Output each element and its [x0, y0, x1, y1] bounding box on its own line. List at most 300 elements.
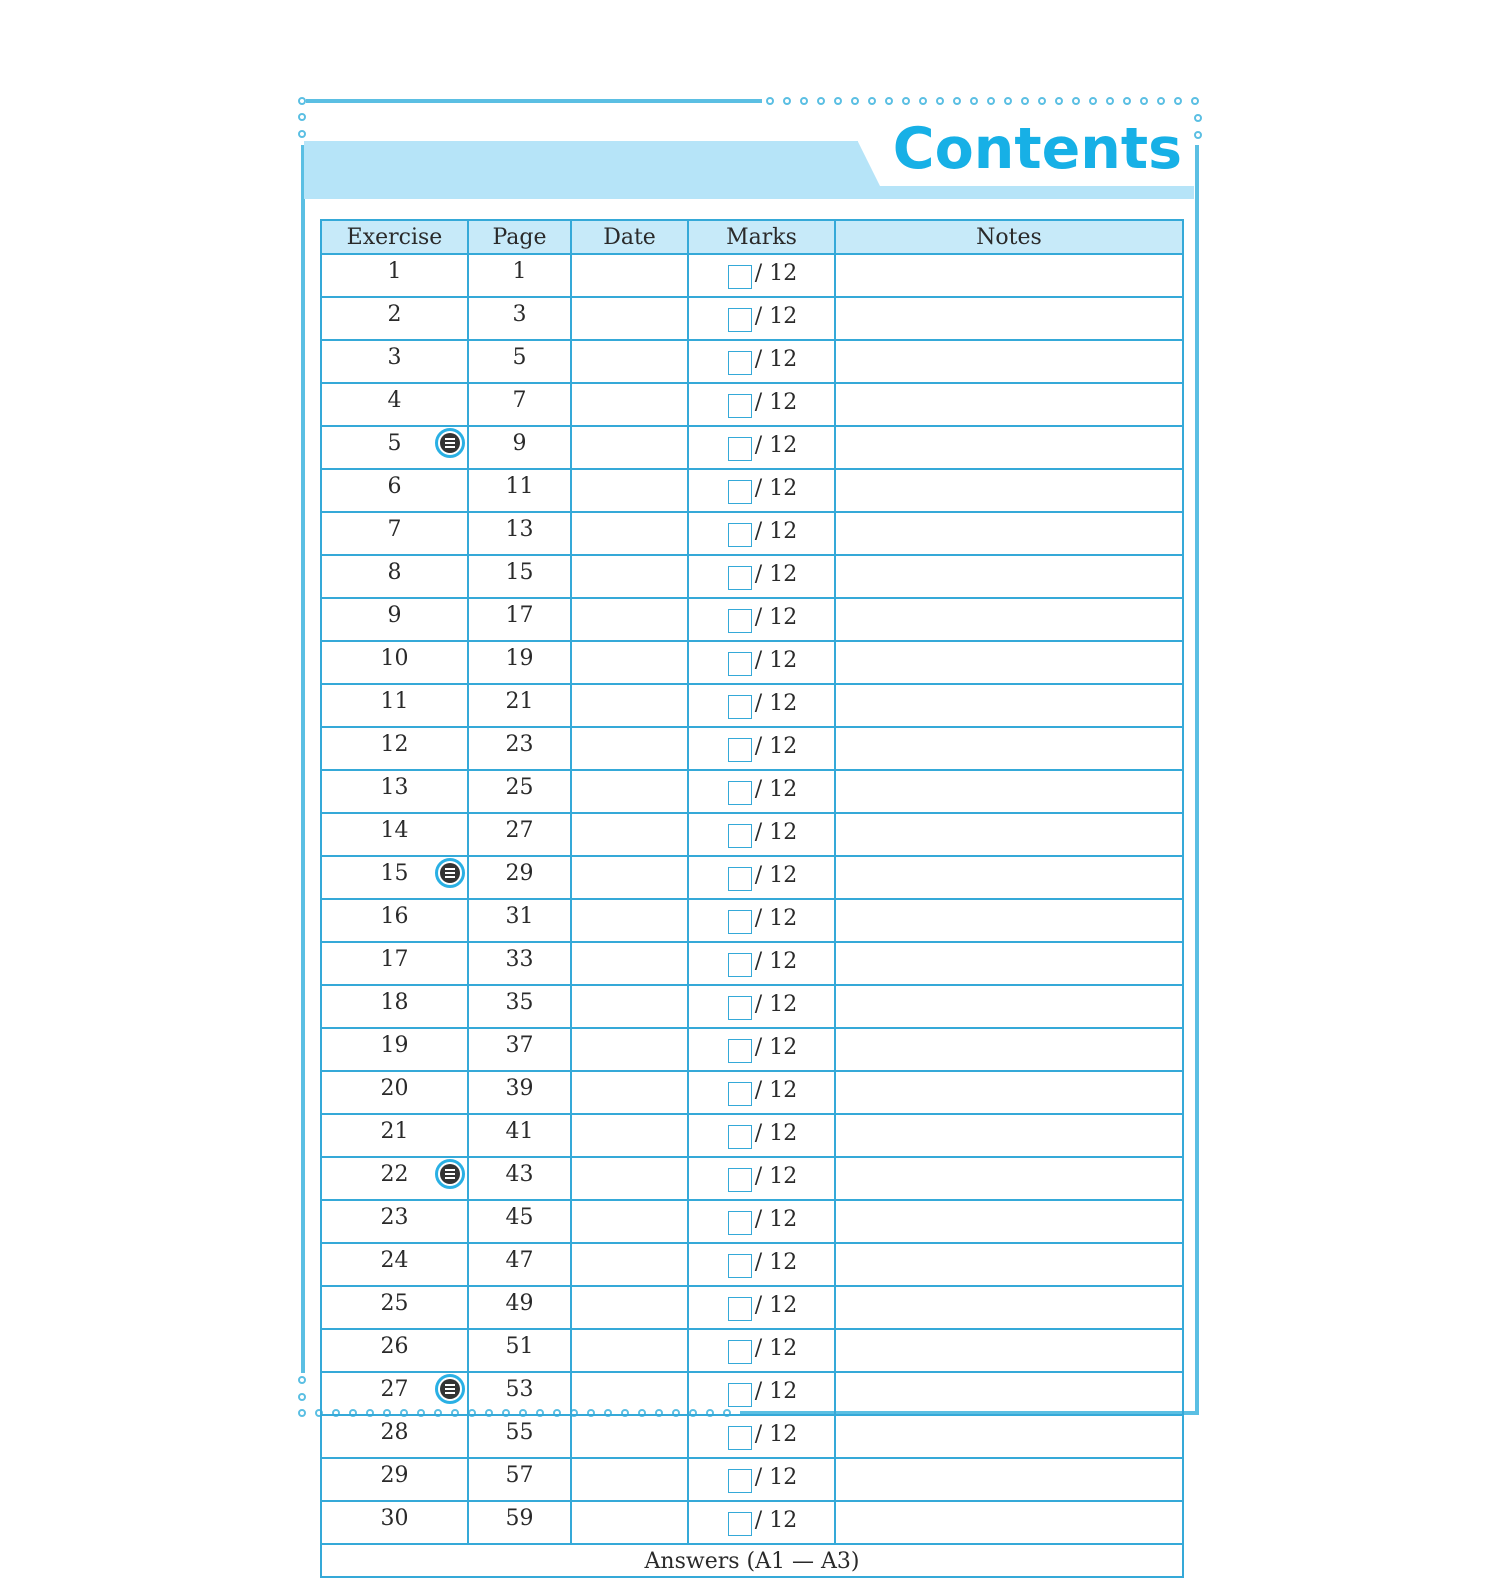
- mark-entry-box[interactable]: [728, 738, 752, 762]
- exercise-number: 19: [380, 1032, 409, 1058]
- notes-cell[interactable]: [835, 383, 1183, 426]
- date-cell[interactable]: [571, 297, 688, 340]
- frame-dot: [1004, 97, 1012, 105]
- notes-cell[interactable]: [835, 254, 1183, 297]
- mark-entry-box[interactable]: [728, 695, 752, 719]
- marks-total: / 12: [754, 1163, 798, 1189]
- frame-dot: [1072, 97, 1080, 105]
- date-cell[interactable]: [571, 1200, 688, 1243]
- notes-cell[interactable]: [835, 727, 1183, 770]
- date-cell[interactable]: [571, 1243, 688, 1286]
- table-row: [321, 813, 1183, 856]
- date-cell[interactable]: [571, 770, 688, 813]
- marks-total: / 12: [754, 647, 798, 673]
- marks-cell: [688, 297, 835, 340]
- exercise-cell: [321, 512, 468, 555]
- frame-dot: [1174, 97, 1182, 105]
- exercise-cell: [321, 684, 468, 727]
- exercise-number: 1: [387, 258, 402, 284]
- frame-dot: [1055, 97, 1063, 105]
- page-number: 33: [468, 942, 571, 985]
- frame-dot: [817, 97, 825, 105]
- date-cell[interactable]: [571, 1501, 688, 1544]
- mark-entry-box[interactable]: [728, 1426, 752, 1450]
- page-number: 31: [468, 899, 571, 942]
- mark-entry-box[interactable]: [728, 1512, 752, 1536]
- notes-cell[interactable]: [835, 1415, 1183, 1458]
- header-exercise: Exercise: [321, 220, 468, 254]
- exercise-number: 17: [380, 946, 409, 972]
- notes-cell[interactable]: [835, 1329, 1183, 1372]
- table-row: [321, 1157, 1183, 1200]
- marks-total: / 12: [754, 1421, 798, 1447]
- marks-cell: [688, 856, 835, 899]
- exercise-number: 6: [387, 473, 402, 499]
- exercise-cell: [321, 985, 468, 1028]
- frame-dot: [987, 97, 995, 105]
- page-number: 45: [468, 1200, 571, 1243]
- exercise-cell: [321, 1415, 468, 1458]
- frame-dot: [953, 97, 961, 105]
- mark-entry-box[interactable]: [728, 1082, 752, 1106]
- marks-cell: [688, 1329, 835, 1372]
- exercise-number: 29: [380, 1462, 409, 1488]
- marks-total: / 12: [754, 303, 798, 329]
- marks-cell: [688, 254, 835, 297]
- marks-total: / 12: [754, 604, 798, 630]
- notes-cell[interactable]: [835, 856, 1183, 899]
- marks-cell: [688, 1286, 835, 1329]
- exercise-cell: [321, 1286, 468, 1329]
- exercise-cell: [321, 899, 468, 942]
- page-title: Contents: [892, 116, 1182, 182]
- date-cell[interactable]: [571, 1114, 688, 1157]
- mark-entry-box[interactable]: [728, 867, 752, 891]
- marks-cell: [688, 598, 835, 641]
- marks-total: / 12: [754, 561, 798, 587]
- marks-cell: [688, 641, 835, 684]
- date-cell[interactable]: [571, 1329, 688, 1372]
- table-row: [321, 297, 1183, 340]
- date-cell[interactable]: [571, 813, 688, 856]
- table-row: [321, 512, 1183, 555]
- notes-cell[interactable]: [835, 1157, 1183, 1200]
- exercise-number: 28: [380, 1419, 409, 1445]
- notes-cell[interactable]: [835, 770, 1183, 813]
- exercise-cell: [321, 1243, 468, 1286]
- marks-total: / 12: [754, 1464, 798, 1490]
- table-row: [321, 1028, 1183, 1071]
- test-badge-icon: [435, 858, 465, 888]
- marks-total: / 12: [754, 260, 798, 286]
- notes-cell[interactable]: [835, 1458, 1183, 1501]
- page-number: 43: [468, 1157, 571, 1200]
- notes-cell[interactable]: [835, 1243, 1183, 1286]
- mark-entry-box[interactable]: [728, 1469, 752, 1493]
- frame-dot: [298, 1409, 306, 1417]
- table-row: [321, 598, 1183, 641]
- date-cell[interactable]: [571, 684, 688, 727]
- frame-dot: [1089, 97, 1097, 105]
- exercise-cell: [321, 1501, 468, 1544]
- exercise-cell: [321, 727, 468, 770]
- frame-dot: [868, 97, 876, 105]
- notes-cell[interactable]: [835, 555, 1183, 598]
- frame-dot: [298, 97, 306, 105]
- page-number: 27: [468, 813, 571, 856]
- table-row: [321, 770, 1183, 813]
- date-cell[interactable]: [571, 1415, 688, 1458]
- frame-dot: [298, 1376, 306, 1384]
- table-row: [321, 1200, 1183, 1243]
- page-number: 47: [468, 1243, 571, 1286]
- page-number: 53: [468, 1372, 571, 1415]
- page-number: 19: [468, 641, 571, 684]
- marks-total: / 12: [754, 1249, 798, 1275]
- date-cell[interactable]: [571, 1372, 688, 1415]
- table-header-row: [321, 220, 1183, 254]
- exercise-number: 23: [380, 1204, 409, 1230]
- marks-total: / 12: [754, 948, 798, 974]
- frame-left-line: [301, 145, 305, 1373]
- exercise-cell: [321, 1200, 468, 1243]
- mark-entry-box[interactable]: [728, 351, 752, 375]
- exercise-cell: [321, 1071, 468, 1114]
- marks-cell: [688, 899, 835, 942]
- page-number: 13: [468, 512, 571, 555]
- frame-top-line: [306, 99, 762, 103]
- marks-total: / 12: [754, 432, 798, 458]
- mark-entry-box[interactable]: [728, 781, 752, 805]
- exercise-cell: [321, 297, 468, 340]
- page-number: 21: [468, 684, 571, 727]
- frame-dot: [1194, 131, 1202, 139]
- table-row: [321, 1458, 1183, 1501]
- page-number: 35: [468, 985, 571, 1028]
- notes-cell[interactable]: [835, 469, 1183, 512]
- frame-dot: [936, 97, 944, 105]
- page-number: 49: [468, 1286, 571, 1329]
- exercise-number: 2: [387, 301, 402, 327]
- marks-cell: [688, 1243, 835, 1286]
- marks-cell: [688, 942, 835, 985]
- exercise-cell: [321, 641, 468, 684]
- exercise-cell: [321, 426, 468, 469]
- marks-cell: [688, 383, 835, 426]
- frame-dot: [885, 97, 893, 105]
- date-cell[interactable]: [571, 985, 688, 1028]
- marks-total: / 12: [754, 475, 798, 501]
- notes-cell[interactable]: [835, 1501, 1183, 1544]
- marks-cell: [688, 512, 835, 555]
- notes-cell[interactable]: [835, 899, 1183, 942]
- page-number: 15: [468, 555, 571, 598]
- table-row: [321, 899, 1183, 942]
- test-badge-icon: [435, 428, 465, 458]
- marks-cell: [688, 1372, 835, 1415]
- marks-total: / 12: [754, 346, 798, 372]
- frame-right-line: [1195, 145, 1199, 1415]
- notes-cell[interactable]: [835, 813, 1183, 856]
- frame-dot: [783, 97, 791, 105]
- contents-table: [320, 219, 1184, 1578]
- mark-entry-box[interactable]: [728, 1168, 752, 1192]
- exercise-number: 10: [380, 645, 409, 671]
- date-cell[interactable]: [571, 469, 688, 512]
- notes-cell[interactable]: [835, 1286, 1183, 1329]
- exercise-number: 3: [387, 344, 402, 370]
- exercise-number: 24: [380, 1247, 409, 1273]
- frame-dot: [298, 130, 306, 138]
- marks-cell: [688, 469, 835, 512]
- frame-dot: [1021, 97, 1029, 105]
- mark-entry-box[interactable]: [728, 1254, 752, 1278]
- exercise-cell: [321, 1157, 468, 1200]
- frame-dot: [1140, 97, 1148, 105]
- mark-entry-box[interactable]: [728, 1383, 752, 1407]
- exercise-number: 22: [380, 1161, 409, 1187]
- notes-cell[interactable]: [835, 1372, 1183, 1415]
- mark-entry-box[interactable]: [728, 566, 752, 590]
- mark-entry-box[interactable]: [728, 1211, 752, 1235]
- marks-cell: [688, 813, 835, 856]
- page-number: 11: [468, 469, 571, 512]
- frame-dot: [851, 97, 859, 105]
- marks-total: / 12: [754, 389, 798, 415]
- marks-cell: [688, 985, 835, 1028]
- marks-total: / 12: [754, 1034, 798, 1060]
- date-cell[interactable]: [571, 942, 688, 985]
- page-number: 59: [468, 1501, 571, 1544]
- date-cell[interactable]: [571, 641, 688, 684]
- marks-total: / 12: [754, 991, 798, 1017]
- table-row: [321, 684, 1183, 727]
- frame-dot: [1038, 97, 1046, 105]
- notes-cell[interactable]: [835, 1114, 1183, 1157]
- exercise-number: 5: [387, 430, 402, 456]
- marks-total: / 12: [754, 690, 798, 716]
- table-row: [321, 641, 1183, 684]
- exercise-number: 18: [380, 989, 409, 1015]
- table-row: [321, 1501, 1183, 1544]
- marks-total: / 12: [754, 905, 798, 931]
- frame-dot: [800, 97, 808, 105]
- date-cell[interactable]: [571, 1071, 688, 1114]
- marks-total: / 12: [754, 1077, 798, 1103]
- exercise-number: 13: [380, 774, 409, 800]
- notes-cell[interactable]: [835, 942, 1183, 985]
- exercise-number: 14: [380, 817, 409, 843]
- marks-total: / 12: [754, 518, 798, 544]
- header-marks: Marks: [688, 220, 835, 254]
- mark-entry-box[interactable]: [728, 996, 752, 1020]
- notes-cell[interactable]: [835, 297, 1183, 340]
- marks-cell: [688, 1458, 835, 1501]
- page-number: 25: [468, 770, 571, 813]
- notes-cell[interactable]: [835, 1200, 1183, 1243]
- table-row: [321, 727, 1183, 770]
- mark-entry-box[interactable]: [728, 652, 752, 676]
- exercise-number: 15: [380, 860, 409, 886]
- date-cell[interactable]: [571, 1458, 688, 1501]
- mark-entry-box[interactable]: [728, 910, 752, 934]
- date-cell[interactable]: [571, 426, 688, 469]
- test-badge-icon: [435, 1159, 465, 1189]
- frame-dot: [766, 97, 774, 105]
- marks-total: / 12: [754, 733, 798, 759]
- table-row: [321, 856, 1183, 899]
- exercise-cell: [321, 383, 468, 426]
- marks-cell: [688, 770, 835, 813]
- date-cell[interactable]: [571, 254, 688, 297]
- page-number: 57: [468, 1458, 571, 1501]
- frame-dot: [1106, 97, 1114, 105]
- notes-cell[interactable]: [835, 1071, 1183, 1114]
- notes-cell[interactable]: [835, 512, 1183, 555]
- marks-cell: [688, 555, 835, 598]
- notes-cell[interactable]: [835, 340, 1183, 383]
- frame-dot: [1123, 97, 1131, 105]
- notes-cell[interactable]: [835, 1028, 1183, 1071]
- mark-entry-box[interactable]: [728, 265, 752, 289]
- marks-cell: [688, 426, 835, 469]
- date-cell[interactable]: [571, 1157, 688, 1200]
- exercise-cell: [321, 856, 468, 899]
- marks-cell: [688, 340, 835, 383]
- table-row: [321, 1114, 1183, 1157]
- marks-cell: [688, 1415, 835, 1458]
- notes-cell[interactable]: [835, 598, 1183, 641]
- header-page: Page: [468, 220, 571, 254]
- frame-dot: [834, 97, 842, 105]
- table-body: [321, 254, 1183, 1544]
- mark-entry-box[interactable]: [728, 1039, 752, 1063]
- mark-entry-box[interactable]: [728, 1297, 752, 1321]
- page-number: 3: [468, 297, 571, 340]
- table-row: [321, 383, 1183, 426]
- table-row: [321, 340, 1183, 383]
- page-number: 51: [468, 1329, 571, 1372]
- table-row: [321, 942, 1183, 985]
- header-date: Date: [571, 220, 688, 254]
- notes-cell[interactable]: [835, 641, 1183, 684]
- exercise-cell: [321, 942, 468, 985]
- marks-cell: [688, 1114, 835, 1157]
- mark-entry-box[interactable]: [728, 1340, 752, 1364]
- notes-cell[interactable]: [835, 426, 1183, 469]
- marks-total: / 12: [754, 1335, 798, 1361]
- mark-entry-box[interactable]: [728, 609, 752, 633]
- frame-dot: [1157, 97, 1165, 105]
- exercise-cell: [321, 1028, 468, 1071]
- page-number: 17: [468, 598, 571, 641]
- date-cell[interactable]: [571, 555, 688, 598]
- frame-dot: [1194, 114, 1202, 122]
- marks-cell: [688, 1071, 835, 1114]
- table-row: [321, 1329, 1183, 1372]
- mark-entry-box[interactable]: [728, 1125, 752, 1149]
- marks-cell: [688, 1501, 835, 1544]
- table-row: [321, 426, 1183, 469]
- answers-label: Answers (A1 — A3): [321, 1544, 1183, 1578]
- table-row: [321, 985, 1183, 1028]
- date-cell[interactable]: [571, 1286, 688, 1329]
- table-row: [321, 1372, 1183, 1415]
- page-number: 7: [468, 383, 571, 426]
- mark-entry-box[interactable]: [728, 308, 752, 332]
- exercise-number: 8: [387, 559, 402, 585]
- exercise-cell: [321, 340, 468, 383]
- frame-dot: [298, 1393, 306, 1401]
- frame-dot: [298, 113, 306, 121]
- marks-total: / 12: [754, 819, 798, 845]
- date-cell[interactable]: [571, 899, 688, 942]
- mark-entry-box[interactable]: [728, 480, 752, 504]
- exercise-number: 20: [380, 1075, 409, 1101]
- exercise-number: 27: [380, 1376, 409, 1402]
- marks-total: / 12: [754, 1292, 798, 1318]
- exercise-cell: [321, 254, 468, 297]
- page-number: 9: [468, 426, 571, 469]
- exercise-cell: [321, 598, 468, 641]
- exercise-number: 12: [380, 731, 409, 757]
- answers-row: [321, 1544, 1183, 1578]
- exercise-cell: [321, 813, 468, 856]
- marks-total: / 12: [754, 1378, 798, 1404]
- page-number: 1: [468, 254, 571, 297]
- page-number: 41: [468, 1114, 571, 1157]
- mark-entry-box[interactable]: [728, 437, 752, 461]
- exercise-cell: [321, 1372, 468, 1415]
- exercise-number: 4: [387, 387, 402, 413]
- exercise-cell: [321, 1114, 468, 1157]
- exercise-number: 9: [387, 602, 402, 628]
- page-number: 5: [468, 340, 571, 383]
- table-row: [321, 1243, 1183, 1286]
- date-cell[interactable]: [571, 340, 688, 383]
- table-row: [321, 469, 1183, 512]
- table-row: [321, 555, 1183, 598]
- marks-total: / 12: [754, 1206, 798, 1232]
- marks-cell: [688, 1200, 835, 1243]
- exercise-cell: [321, 770, 468, 813]
- date-cell[interactable]: [571, 727, 688, 770]
- page-number: 37: [468, 1028, 571, 1071]
- marks-total: / 12: [754, 776, 798, 802]
- exercise-cell: [321, 1458, 468, 1501]
- date-cell[interactable]: [571, 383, 688, 426]
- page-number: 29: [468, 856, 571, 899]
- mark-entry-box[interactable]: [728, 523, 752, 547]
- exercise-number: 7: [387, 516, 402, 542]
- mark-entry-box[interactable]: [728, 394, 752, 418]
- mark-entry-box[interactable]: [728, 824, 752, 848]
- marks-cell: [688, 727, 835, 770]
- marks-total: / 12: [754, 1120, 798, 1146]
- notes-cell[interactable]: [835, 684, 1183, 727]
- page-number: 23: [468, 727, 571, 770]
- mark-entry-box[interactable]: [728, 953, 752, 977]
- marks-cell: [688, 684, 835, 727]
- page-number: 39: [468, 1071, 571, 1114]
- date-cell[interactable]: [571, 1028, 688, 1071]
- date-cell[interactable]: [571, 856, 688, 899]
- notes-cell[interactable]: [835, 985, 1183, 1028]
- marks-total: / 12: [754, 1507, 798, 1533]
- date-cell[interactable]: [571, 512, 688, 555]
- date-cell[interactable]: [571, 598, 688, 641]
- marks-total: / 12: [754, 862, 798, 888]
